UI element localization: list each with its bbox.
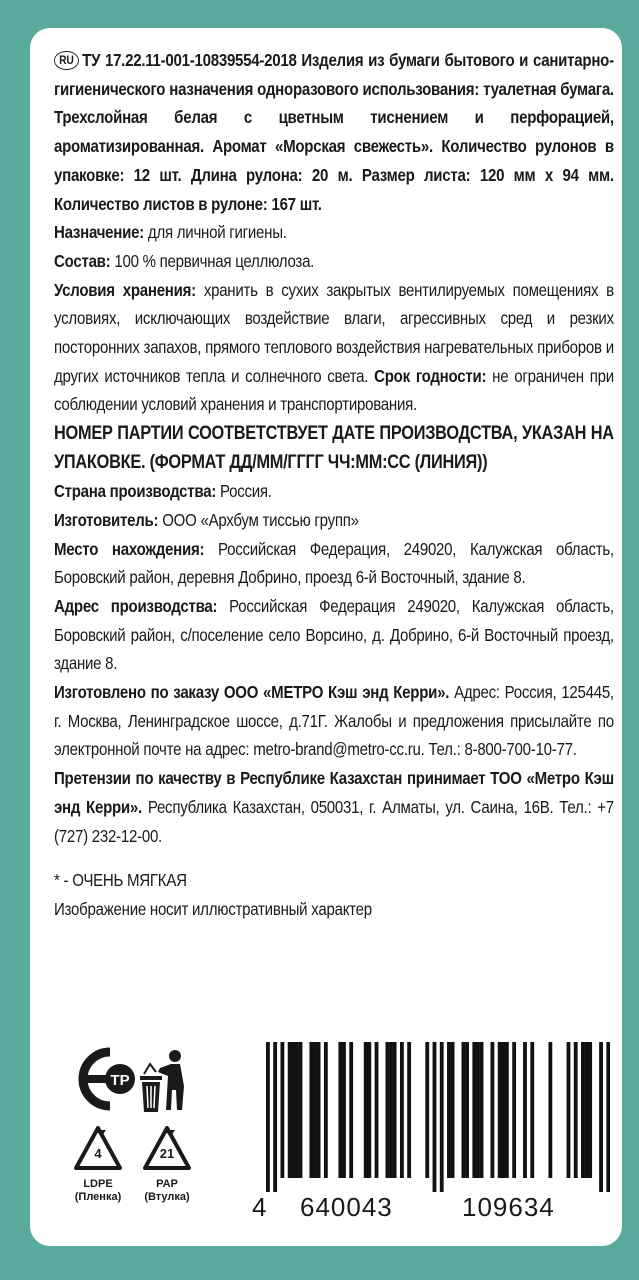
barcode-bar xyxy=(465,1042,469,1178)
eac-label: ТР xyxy=(110,1072,130,1089)
barcode-left-group: 640043 xyxy=(300,1192,393,1222)
recycle-2-desc: (Втулка) xyxy=(144,1191,190,1203)
purpose-value: для личной гигиены. xyxy=(143,222,287,243)
barcode-bar xyxy=(338,1042,342,1178)
barcode-bar xyxy=(451,1042,455,1178)
barcode-icon xyxy=(266,1042,610,1192)
composition xyxy=(54,247,614,276)
barcode-bar xyxy=(581,1042,585,1178)
barcode-bar xyxy=(288,1042,292,1178)
barcode-bar xyxy=(480,1042,484,1178)
barcode-bar xyxy=(599,1042,603,1192)
barcode-bar xyxy=(349,1042,353,1178)
barcode-bar xyxy=(385,1042,389,1178)
barcode-bar xyxy=(400,1042,404,1178)
manufacturer xyxy=(54,506,614,535)
shelf-life-label: Срок годности: xyxy=(368,365,487,386)
barcode-bar xyxy=(491,1042,495,1178)
barcode-bar xyxy=(523,1042,527,1178)
recycle-1-name: LDPE xyxy=(83,1178,113,1190)
composition-value: 100 % первичная целлюлоза. xyxy=(110,250,315,271)
barcode-bar xyxy=(295,1042,299,1178)
barcode-bar xyxy=(440,1042,444,1192)
recycle-2-name: PAP xyxy=(156,1178,178,1190)
barcode-bar xyxy=(574,1042,578,1178)
product-description xyxy=(54,46,614,218)
location xyxy=(54,535,614,592)
country-label: Страна производства: xyxy=(54,481,217,502)
storage-label: Условия хранения: xyxy=(54,279,196,300)
barcode-bar xyxy=(309,1042,313,1178)
barcode-bar xyxy=(342,1042,346,1178)
production-address xyxy=(54,592,614,678)
recycle-1-desc: (Пленка) xyxy=(74,1191,122,1203)
barcode-bar xyxy=(585,1042,589,1178)
barcode-bar xyxy=(567,1042,571,1178)
barcode-bar xyxy=(324,1042,328,1178)
country-value: Россия. xyxy=(216,481,272,502)
note-soft: * - ОЧЕНЬ МЯГКАЯ xyxy=(54,870,187,891)
barcode-bar xyxy=(367,1042,371,1178)
location-label: Место нахождения: xyxy=(54,538,205,559)
barcode-first-digit: 4 xyxy=(252,1192,268,1222)
location-value: Российская Федерация, 249020, Калужская область, Боровский район, деревня Добрино, проезд 6-й Восточный, здание 8. xyxy=(54,538,614,588)
barcode-bar xyxy=(447,1042,451,1178)
barcode-bar xyxy=(389,1042,393,1178)
barcode-bar xyxy=(472,1042,476,1178)
barcode-bar xyxy=(364,1042,368,1178)
barcode-bar xyxy=(462,1042,466,1178)
eac-certification-icon xyxy=(72,1044,142,1114)
country xyxy=(54,477,614,506)
recycle-1-code: 4 xyxy=(94,1146,102,1161)
recycle-pap-icon xyxy=(139,1122,195,1178)
barcode-bar xyxy=(548,1042,552,1178)
barcode-bar xyxy=(530,1042,534,1178)
storage xyxy=(54,276,614,420)
production-address-label: Адрес производства: xyxy=(54,595,218,616)
claims-label: Претензии по качеству в Республике Казахстан принимает ТОО «Метро Кэш энд Керри». xyxy=(54,768,614,817)
intro-text: ТУ 17.22.11-001-10839554-2018 Изделия из бумаги бытового и санитарно-гигиенического назначения одноразового использования: туалетная бумага. Трехслойная белая с цветным тиснением и перфорацией, ароматизированная. Аромат «Морская свежесть». Количество рулонов в упаковке: 12 шт. Длина рулона: 20 м. Размер листа: 120 мм х 94 мм. Количество листов в рулоне: 167 шт. xyxy=(54,50,614,214)
barcode-bar xyxy=(433,1042,437,1192)
note-image: Изображение носит иллюстративный характер xyxy=(54,898,372,919)
manufacturer-value: ООО «Архбум тиссью групп» xyxy=(158,509,359,530)
barcode-bar xyxy=(291,1042,295,1178)
recycle-2-label xyxy=(122,1178,212,1204)
composition-label: Состав: xyxy=(54,250,111,271)
claims xyxy=(54,764,614,850)
label-panel xyxy=(30,28,622,1246)
label-text xyxy=(54,46,614,924)
shelf-life-value: не ограничен при соблюдении условий хранения и транспортирования. xyxy=(54,365,614,415)
ru-badge: RU xyxy=(54,51,79,70)
barcode-bar xyxy=(313,1042,317,1178)
barcode-bar xyxy=(512,1042,516,1178)
barcode-bar xyxy=(498,1042,502,1178)
barcode-bar xyxy=(425,1042,429,1178)
purpose xyxy=(54,218,614,247)
ordered-by xyxy=(54,678,614,764)
barcode-bar xyxy=(407,1042,411,1178)
barcode-bar xyxy=(299,1042,303,1178)
barcode-bar xyxy=(588,1042,592,1178)
purpose-label: Назначение: xyxy=(54,222,144,243)
barcode-bar xyxy=(393,1042,397,1178)
barcode-bar xyxy=(273,1042,277,1192)
ordered-by-label: Изготовлено по заказу ООО «МЕТРО Кэш энд Керри». xyxy=(54,682,450,703)
dispose-in-bin-icon xyxy=(138,1046,190,1116)
batch-notice: НОМЕР ПАРТИИ СООТВЕТСТВУЕТ ДАТЕ ПРОИЗВОДСТВА, УКАЗАН НА УПАКОВКЕ. (ФОРМАТ ДД/ММ/ГГГГ ЧЧ:ММ:СС (ЛИНИЯ)) xyxy=(54,423,614,474)
barcode-bar xyxy=(501,1042,505,1178)
recycle-ldpe-icon xyxy=(70,1122,126,1178)
barcode-bar xyxy=(375,1042,379,1178)
production-address-value: Российская Федерация 249020, Калужская область, Боровский район, с/поселение село Ворсино, д. Добрино, 6-й Восточный проезд, здание 8. xyxy=(54,595,614,674)
barcode-right-group: 109634 xyxy=(462,1192,555,1222)
storage-value: хранить в сухих закрытых вентилируемых помещениях в условиях, исключающих воздействие влаги, агрессивных сред и резких посторонних запахов, прямого теплового воздействия нагревательных приборов и других источников тепла и солнечного света. xyxy=(54,279,614,386)
barcode-bar xyxy=(266,1042,270,1192)
barcode-bar xyxy=(505,1042,509,1178)
claims-value: Республика Казахстан, 050031, г. Алматы, ул. Саина, 16В. Тел.: +7 (727) 232-12-00. xyxy=(54,796,614,846)
barcode-bar xyxy=(317,1042,321,1178)
barcode-bar xyxy=(476,1042,480,1178)
recycle-2-code: 21 xyxy=(159,1146,175,1161)
barcode-bar xyxy=(606,1042,610,1192)
barcode-bar xyxy=(280,1042,284,1178)
manufacturer-label: Изготовитель: xyxy=(54,509,159,530)
ordered-by-value: Адрес: Россия, 125445, г. Москва, Ленинградское шоссе, д.71Г. Жалобы и предложения присылайте по электронной почте на адрес: metro-brand@metro-cc.ru. Тел.: 8-800-700-10-77. xyxy=(54,682,614,760)
